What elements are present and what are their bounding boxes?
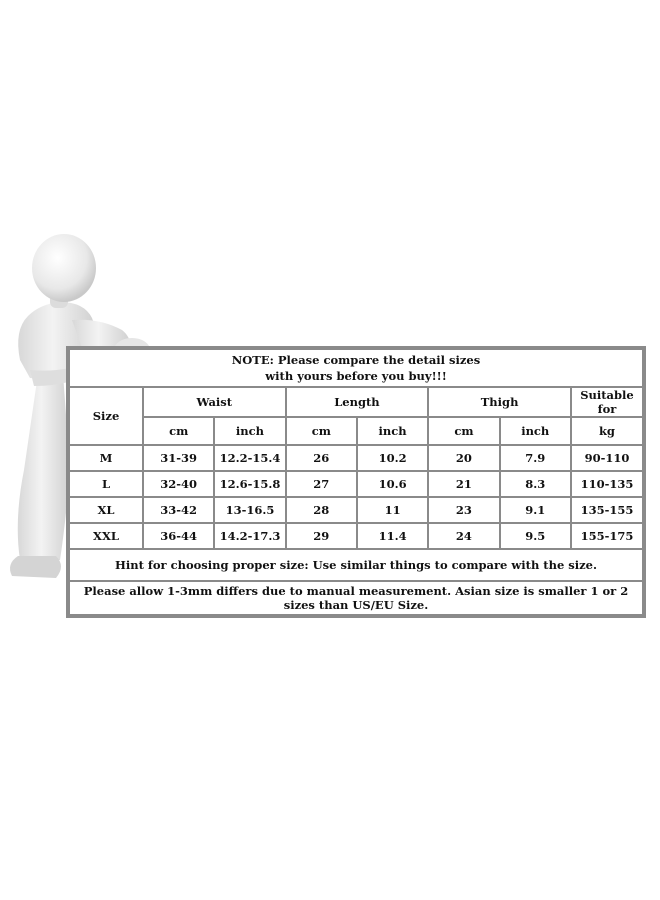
- size-cell: M: [69, 445, 143, 471]
- table-cell: 10.6: [357, 471, 428, 497]
- allowance-text: Please allow 1-3mm differs due to manual measurement. Asian size is smaller 1 or 2 sizes than US/EU Size.: [69, 581, 643, 615]
- table-cell: 27: [286, 471, 357, 497]
- hint-text: Hint for choosing proper size: Use similar things to compare with the size.: [69, 549, 643, 581]
- table-cell: 23: [428, 497, 499, 523]
- table-cell: 9.1: [500, 497, 571, 523]
- table-cell: 7.9: [500, 445, 571, 471]
- size-cell: XXL: [69, 523, 143, 549]
- table-cell: 155-175: [571, 523, 643, 549]
- table-cell: 11.4: [357, 523, 428, 549]
- unit-header: kg: [571, 417, 643, 445]
- table-cell: 12.2-15.4: [214, 445, 285, 471]
- table-cell: 29: [286, 523, 357, 549]
- size-table: [68, 348, 644, 616]
- table-cell: 26: [286, 445, 357, 471]
- note-line-1: NOTE: Please compare the detail sizes: [231, 353, 481, 367]
- table-cell: 110-135: [571, 471, 643, 497]
- thigh-header: Thigh: [428, 387, 571, 417]
- unit-header: cm: [143, 417, 214, 445]
- unit-header: cm: [286, 417, 357, 445]
- table-cell: 10.2: [357, 445, 428, 471]
- table-row: [69, 523, 643, 549]
- length-header: Length: [286, 387, 429, 417]
- table-cell: 21: [428, 471, 499, 497]
- table-cell: 11: [357, 497, 428, 523]
- size-cell: L: [69, 471, 143, 497]
- table-cell: 33-42: [143, 497, 214, 523]
- table-cell: 90-110: [571, 445, 643, 471]
- table-cell: 14.2-17.3: [214, 523, 285, 549]
- table-row: [69, 497, 643, 523]
- table-cell: 24: [428, 523, 499, 549]
- table-cell: 12.6-15.8: [214, 471, 285, 497]
- suitable-for-header: Suitable for: [571, 387, 643, 417]
- table-cell: 8.3: [500, 471, 571, 497]
- table-cell: 13-16.5: [214, 497, 285, 523]
- size-header: Size: [69, 387, 143, 445]
- table-row: [69, 445, 643, 471]
- unit-header: inch: [214, 417, 285, 445]
- table-cell: 36-44: [143, 523, 214, 549]
- note-line-2: with yours before you buy!!!: [265, 369, 447, 383]
- table-cell: 20: [428, 445, 499, 471]
- unit-header: inch: [500, 417, 571, 445]
- table-cell: 32-40: [143, 471, 214, 497]
- table-cell: 31-39: [143, 445, 214, 471]
- table-cell: 135-155: [571, 497, 643, 523]
- note-cell: [69, 349, 643, 387]
- table-cell: 28: [286, 497, 357, 523]
- unit-header: cm: [428, 417, 499, 445]
- table-row: [69, 471, 643, 497]
- size-chart: [66, 346, 646, 618]
- size-cell: XL: [69, 497, 143, 523]
- table-cell: 9.5: [500, 523, 571, 549]
- waist-header: Waist: [143, 387, 286, 417]
- unit-header: inch: [357, 417, 428, 445]
